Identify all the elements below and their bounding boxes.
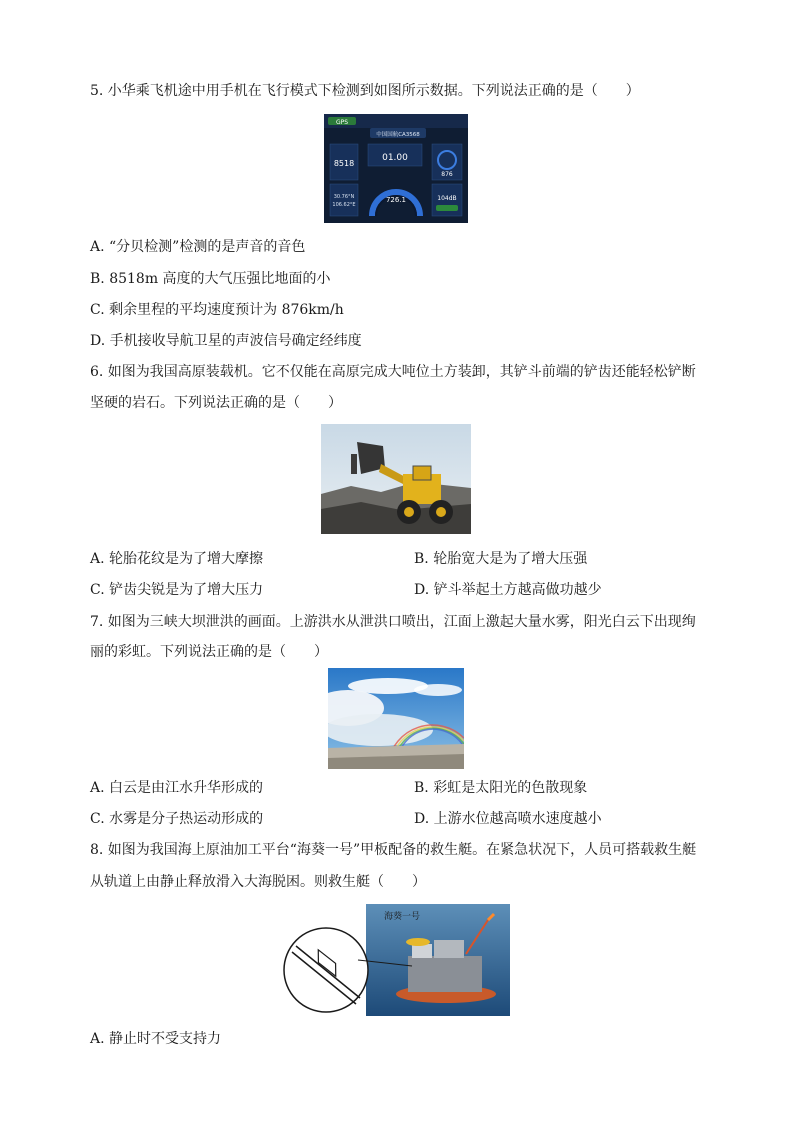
q8-stem-line1: 8. 如图为我国海上原油加工平台“海葵一号”甲板配备的救生艇。在紧急状况下，人员可搭载救生艇 bbox=[90, 842, 697, 858]
q7-option-d: D. 上游水位越高喷水速度越小 bbox=[414, 811, 602, 827]
q5-option-d: D. 手机接收导航卫星的声波信号确定经纬度 bbox=[90, 333, 362, 349]
q7-option-c: C. 水雾是分子热运动形成的 bbox=[90, 811, 264, 827]
q7-dam-rainbow-photo bbox=[328, 668, 464, 769]
q8-stem-line2: 从轨道上由静止释放滑入大海脱困。则救生艇（ ） bbox=[90, 874, 426, 890]
q5-stem: 5. 小华乘飞机途中用手机在飞行模式下检测到如图所示数据。下列说法正确的是（ ） bbox=[90, 83, 640, 99]
q7-stem-line1: 7. 如图为三峡大坝泄洪的画面。上游洪水从泄洪口喷出，江面上激起大量水雾，阳光白云下出现绚 bbox=[90, 614, 696, 630]
longitude-value: 106.62°E bbox=[332, 202, 356, 208]
q8-platform-figure bbox=[282, 904, 510, 1016]
latitude-value: 30.76°N bbox=[333, 194, 355, 200]
q6-loader-photo bbox=[321, 424, 471, 534]
q6-option-d: D. 铲斗举起土方越高做功越少 bbox=[414, 582, 602, 598]
q5-phone-screenshot bbox=[324, 114, 468, 223]
q6-stem-line1: 6. 如图为我国高原装载机。它不仅能在高原完成大吨位土方装卸，其铲斗前端的铲齿还能轻松铲断 bbox=[90, 364, 696, 380]
q7-option-b: B. 彩虹是太阳光的色散现象 bbox=[414, 780, 588, 796]
q6-stem-line2: 坚硬的岩石。下列说法正确的是（ ） bbox=[90, 395, 342, 411]
q6-option-a: A. 轮胎花纹是为了增大摩擦 bbox=[90, 551, 264, 567]
q8-option-a: A. 静止时不受支持力 bbox=[90, 1031, 222, 1047]
gps-label: GPS bbox=[335, 119, 349, 126]
remaining-speed-value: 876 bbox=[441, 171, 453, 178]
q7-stem-line2: 丽的彩虹。下列说法正确的是（ ） bbox=[90, 644, 328, 660]
flight-name: 中国国航CA3568 bbox=[376, 132, 420, 138]
ground-speed-value: 726.1 bbox=[385, 196, 407, 204]
q6-option-c: C. 铲齿尖锐是为了增大压力 bbox=[90, 582, 264, 598]
q5-option-c: C. 剩余里程的平均速度预计为 876km/h bbox=[90, 302, 344, 318]
q5-option-a: A. “分贝检测”检测的是声音的音色 bbox=[90, 239, 306, 255]
q7-option-a: A. 白云是由江水升华形成的 bbox=[90, 780, 264, 796]
q6-option-b: B. 轮胎宽大是为了增大压强 bbox=[414, 551, 588, 567]
altitude-value: 8518 bbox=[333, 159, 355, 168]
flight-time-value: 01.00 bbox=[382, 153, 408, 163]
q5-option-b: B. 8518m 高度的大气压强比地面的小 bbox=[90, 271, 331, 287]
decibel-value: 104dB bbox=[437, 195, 457, 202]
platform-label: 海葵一号 bbox=[383, 912, 421, 922]
